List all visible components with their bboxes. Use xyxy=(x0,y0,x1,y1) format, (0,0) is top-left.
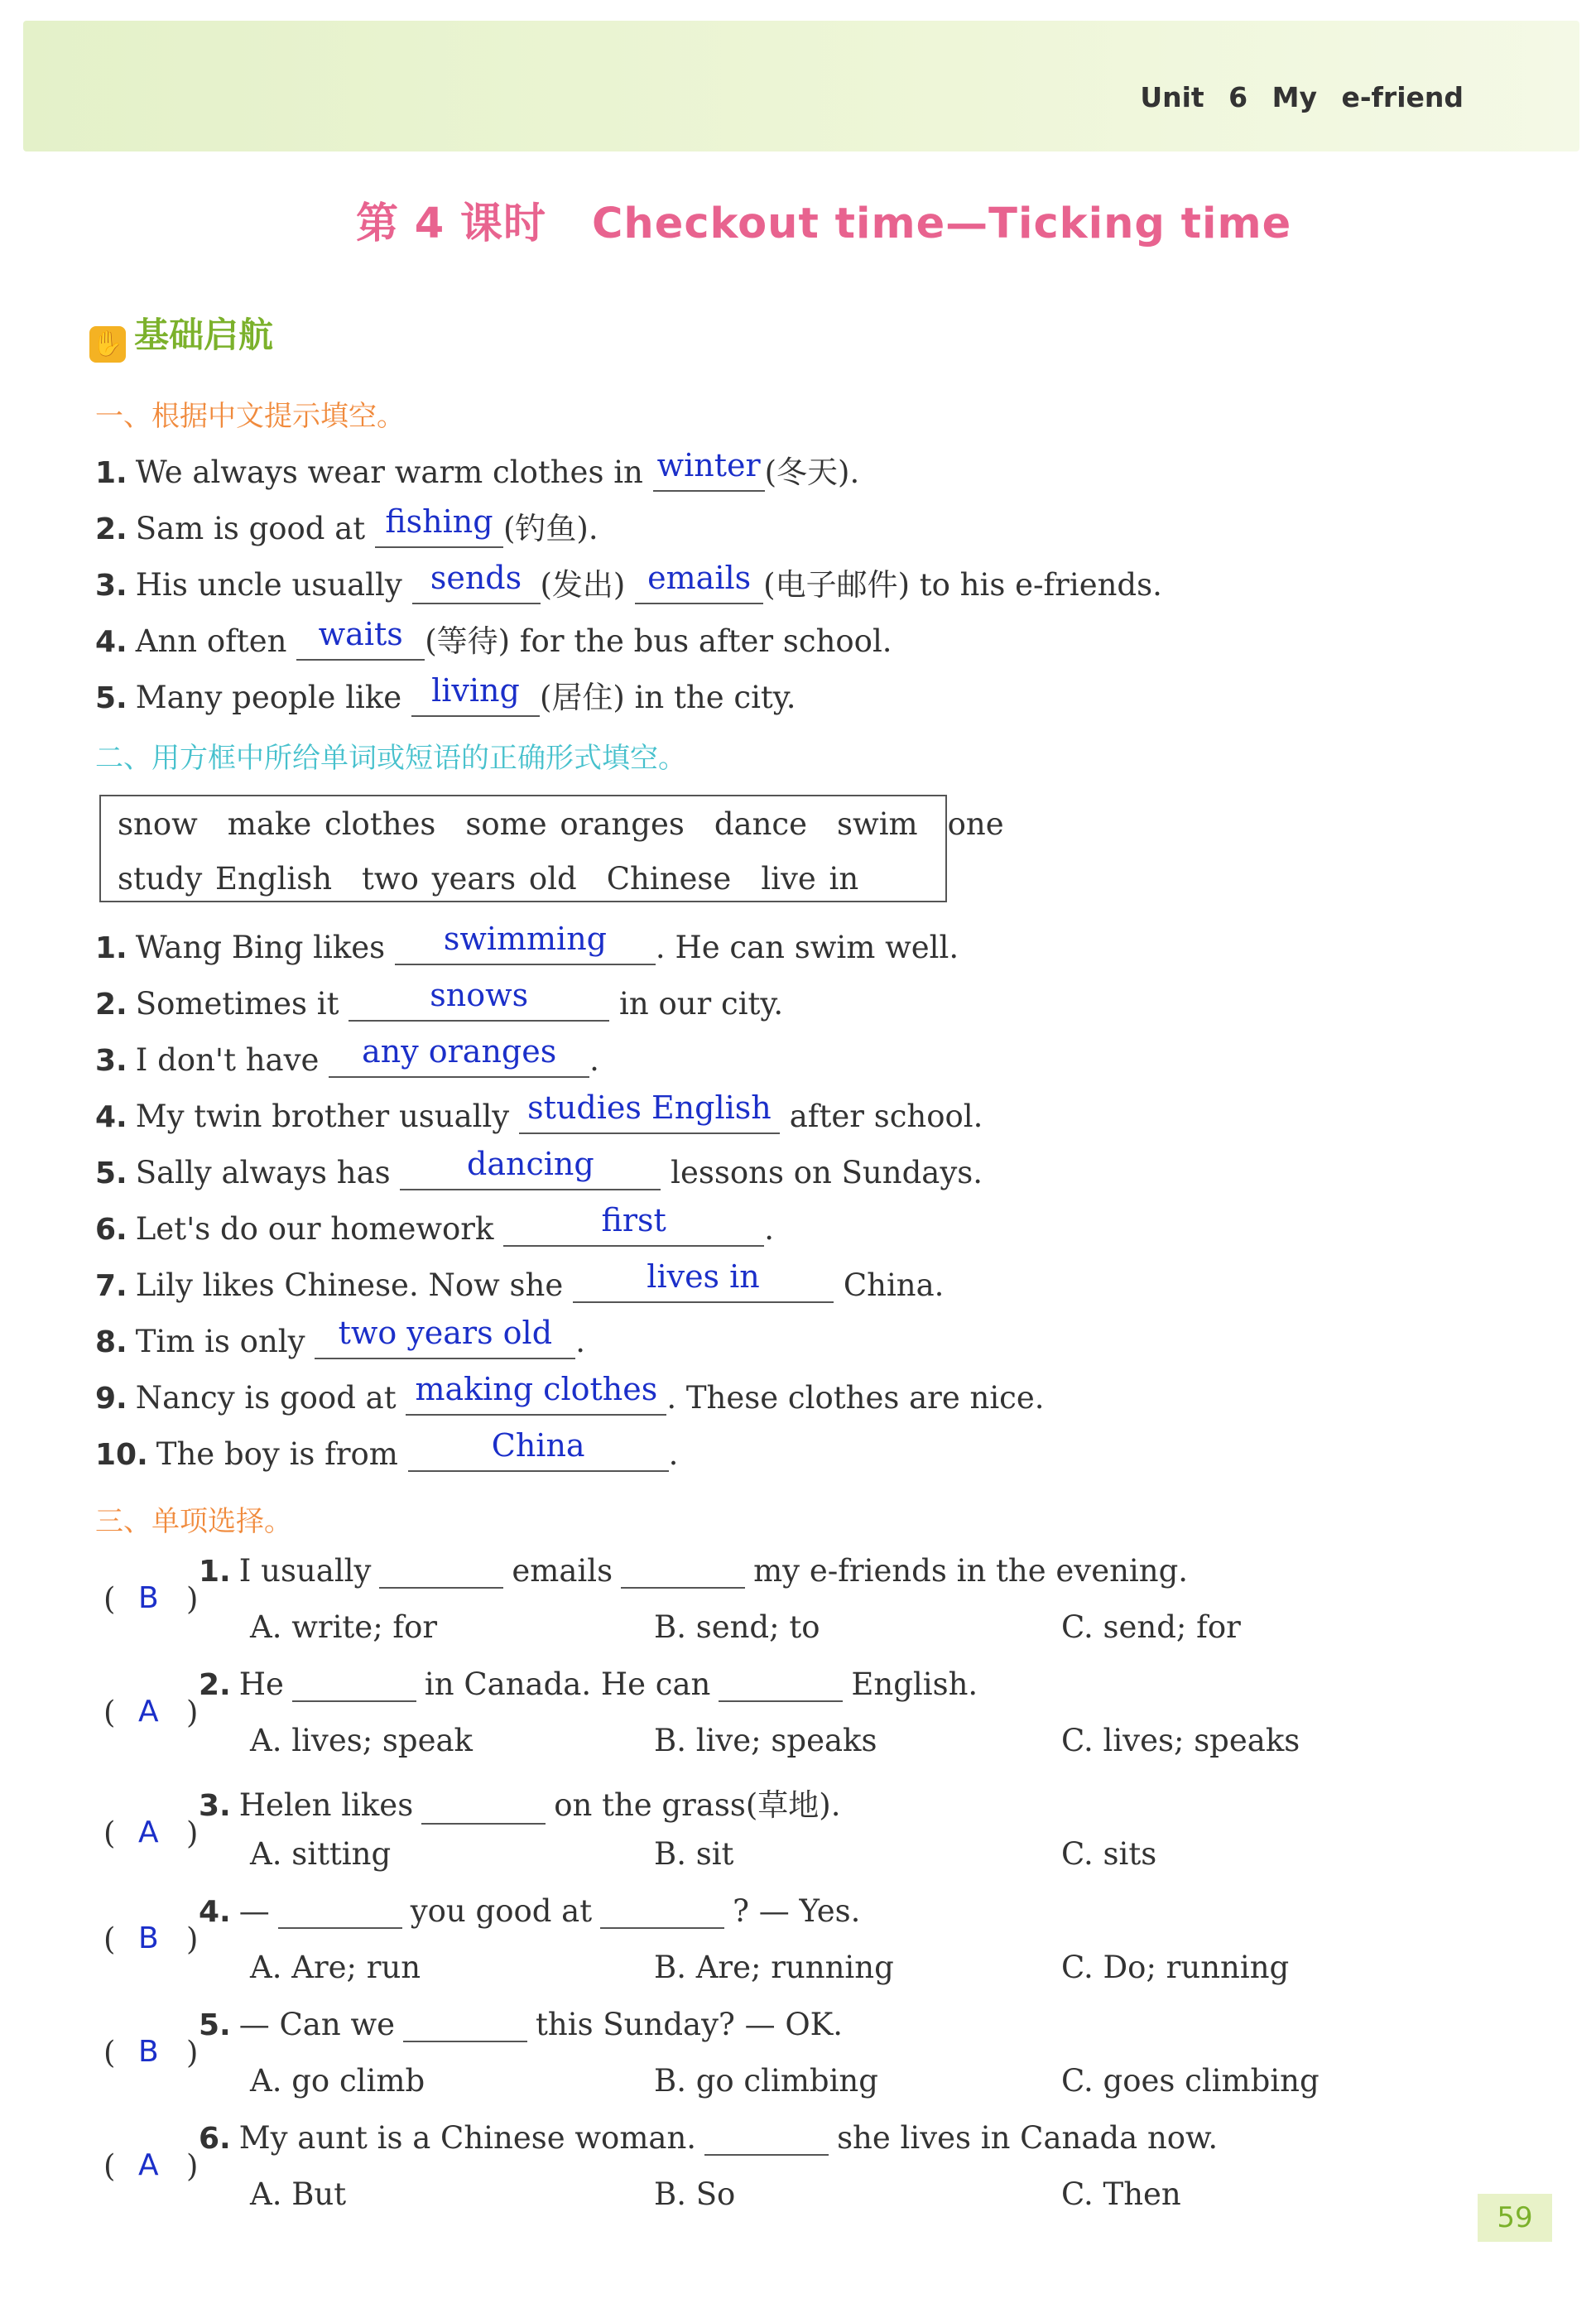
option-b[interactable]: B. sit xyxy=(654,1836,734,1872)
option-c[interactable]: C. sits xyxy=(1061,1836,1157,1872)
word-option: some oranges xyxy=(465,806,685,842)
word-option: Chinese xyxy=(606,861,732,897)
unit-label: Unit 6 xyxy=(1140,81,1248,113)
fill-item: 3. I don't have any oranges . xyxy=(95,1033,599,1078)
choice-answer: B xyxy=(138,1581,159,1615)
word-option: snow xyxy=(118,806,198,842)
part3-title: 三、单项选择。 xyxy=(95,1505,292,1538)
option-b[interactable]: B. go climbing xyxy=(654,2063,878,2099)
fill-item: 5. Many people like living (居住) in the city. xyxy=(95,672,796,715)
answer-blank[interactable]: lives in xyxy=(573,1267,834,1303)
part1-title: 一、根据中文提示填空。 xyxy=(95,400,405,433)
choice-question: ( A ) 6. My aunt is a Chinese woman. she lives in Canada now. xyxy=(103,2120,1219,2184)
answer-blank[interactable]: swimming xyxy=(395,929,656,965)
fill-item: 2. Sam is good at fishing (钓鱼). xyxy=(95,503,598,546)
answer-blank[interactable]: China xyxy=(408,1435,669,1472)
word-option: dance xyxy=(714,806,808,842)
option-a[interactable]: A. But xyxy=(250,2176,347,2212)
answer-blank[interactable]: dancing xyxy=(400,1154,661,1190)
fill-item: 7. Lily likes Chinese. Now she lives in China. xyxy=(95,1258,945,1303)
answer-blank[interactable]: emails xyxy=(635,568,763,604)
option-a[interactable]: A. go climb xyxy=(250,2063,425,2099)
option-b[interactable]: B. Are; running xyxy=(654,1950,894,1985)
fill-item: 9. Nancy is good at making clothes . These clothes are nice. xyxy=(95,1371,1045,1416)
choice-answer: A xyxy=(138,2148,159,2182)
word-option: make clothes xyxy=(227,806,436,842)
fill-item: 10. The boy is from China . xyxy=(95,1427,679,1472)
fill-item: 3. His uncle usually sends (发出) emails (电子邮件) to his e-friends. xyxy=(95,560,1162,603)
word-box xyxy=(99,795,1004,902)
fill-item: 6. Let's do our homework first . xyxy=(95,1202,774,1247)
section-heading xyxy=(89,308,273,363)
answer-blank[interactable]: living xyxy=(411,680,540,717)
answer-blank[interactable]: sends xyxy=(412,568,541,604)
answer-blank[interactable]: making clothes xyxy=(406,1379,666,1416)
word-option: swim xyxy=(837,806,918,842)
option-a[interactable]: A. lives; speak xyxy=(250,1723,473,1758)
unit-header xyxy=(1140,81,1464,113)
choice-question: ( B ) 5. — Can we this Sunday? — OK. xyxy=(103,2007,844,2070)
option-c[interactable]: C. lives; speaks xyxy=(1061,1723,1300,1758)
fill-item: 4. My twin brother usually studies English after school. xyxy=(95,1089,983,1134)
option-a[interactable]: A. sitting xyxy=(250,1836,392,1872)
unit-topic: My e-friend xyxy=(1272,81,1464,113)
word-option: live in xyxy=(761,861,859,897)
lesson-title xyxy=(356,189,1291,250)
word-box-row xyxy=(118,806,1034,842)
word-box-row xyxy=(118,861,888,897)
lesson-number: 第 4 课时 xyxy=(356,200,546,248)
option-a[interactable]: A. Are; run xyxy=(250,1950,421,1985)
hand-icon: ✋ xyxy=(89,326,126,363)
option-c[interactable]: C. goes climbing xyxy=(1061,2063,1320,2099)
fill-item: 1. We always wear warm clothes in winter (冬天). xyxy=(95,447,860,490)
section-title: 基础启航 xyxy=(134,315,274,355)
choice-answer: B xyxy=(138,1921,159,1955)
fill-item: 8. Tim is only two years old . xyxy=(95,1315,586,1359)
part2-title: 二、用方框中所给单词或短语的正确形式填空。 xyxy=(95,742,686,775)
fill-item: 1. Wang Bing likes swimming . He can swim well. xyxy=(95,921,959,965)
answer-blank[interactable]: first xyxy=(503,1210,764,1247)
option-c[interactable]: C. Do; running xyxy=(1061,1950,1290,1985)
option-b[interactable]: B. So xyxy=(654,2176,736,2212)
lesson-name: Checkout time—Ticking time xyxy=(592,200,1292,248)
choice-question: ( B ) 1. I usually emails my e-friends in the evening. xyxy=(103,1553,1189,1617)
answer-blank[interactable]: studies English xyxy=(519,1098,780,1134)
answer-blank[interactable]: winter xyxy=(653,455,765,492)
choice-answer: A xyxy=(138,1695,159,1729)
answer-blank[interactable]: two years old xyxy=(315,1323,575,1359)
answer-blank[interactable]: fishing xyxy=(375,512,503,548)
choice-question: ( B ) 4. — you good at ? — Yes. xyxy=(103,1893,861,1957)
word-option: one xyxy=(947,806,1004,842)
page-number: 59 xyxy=(1478,2194,1552,2242)
option-a[interactable]: A. write; for xyxy=(250,1609,438,1645)
option-c[interactable]: C. send; for xyxy=(1061,1609,1241,1645)
choice-question: ( A ) 2. He in Canada. He can English. xyxy=(103,1666,978,1730)
answer-blank[interactable]: waits xyxy=(296,624,425,661)
word-option: two years old xyxy=(362,861,577,897)
fill-item: 4. Ann often waits (等待) for the bus after school. xyxy=(95,616,892,659)
answer-blank[interactable]: any oranges xyxy=(329,1041,589,1078)
answer-blank[interactable]: snows xyxy=(349,985,609,1022)
option-b[interactable]: B. live; speaks xyxy=(654,1723,877,1758)
option-b[interactable]: B. send; to xyxy=(654,1609,820,1645)
word-option: study English xyxy=(118,861,333,897)
fill-item: 5. Sally always has dancing lessons on Sundays. xyxy=(95,1146,983,1190)
choice-answer: B xyxy=(138,2035,159,2069)
option-c[interactable]: C. Then xyxy=(1061,2176,1181,2212)
fill-item: 2. Sometimes it snows in our city. xyxy=(95,977,784,1022)
choice-answer: A xyxy=(138,1815,159,1849)
choice-question: ( A ) 3. Helen likes on the grass(草地). xyxy=(103,1787,841,1851)
